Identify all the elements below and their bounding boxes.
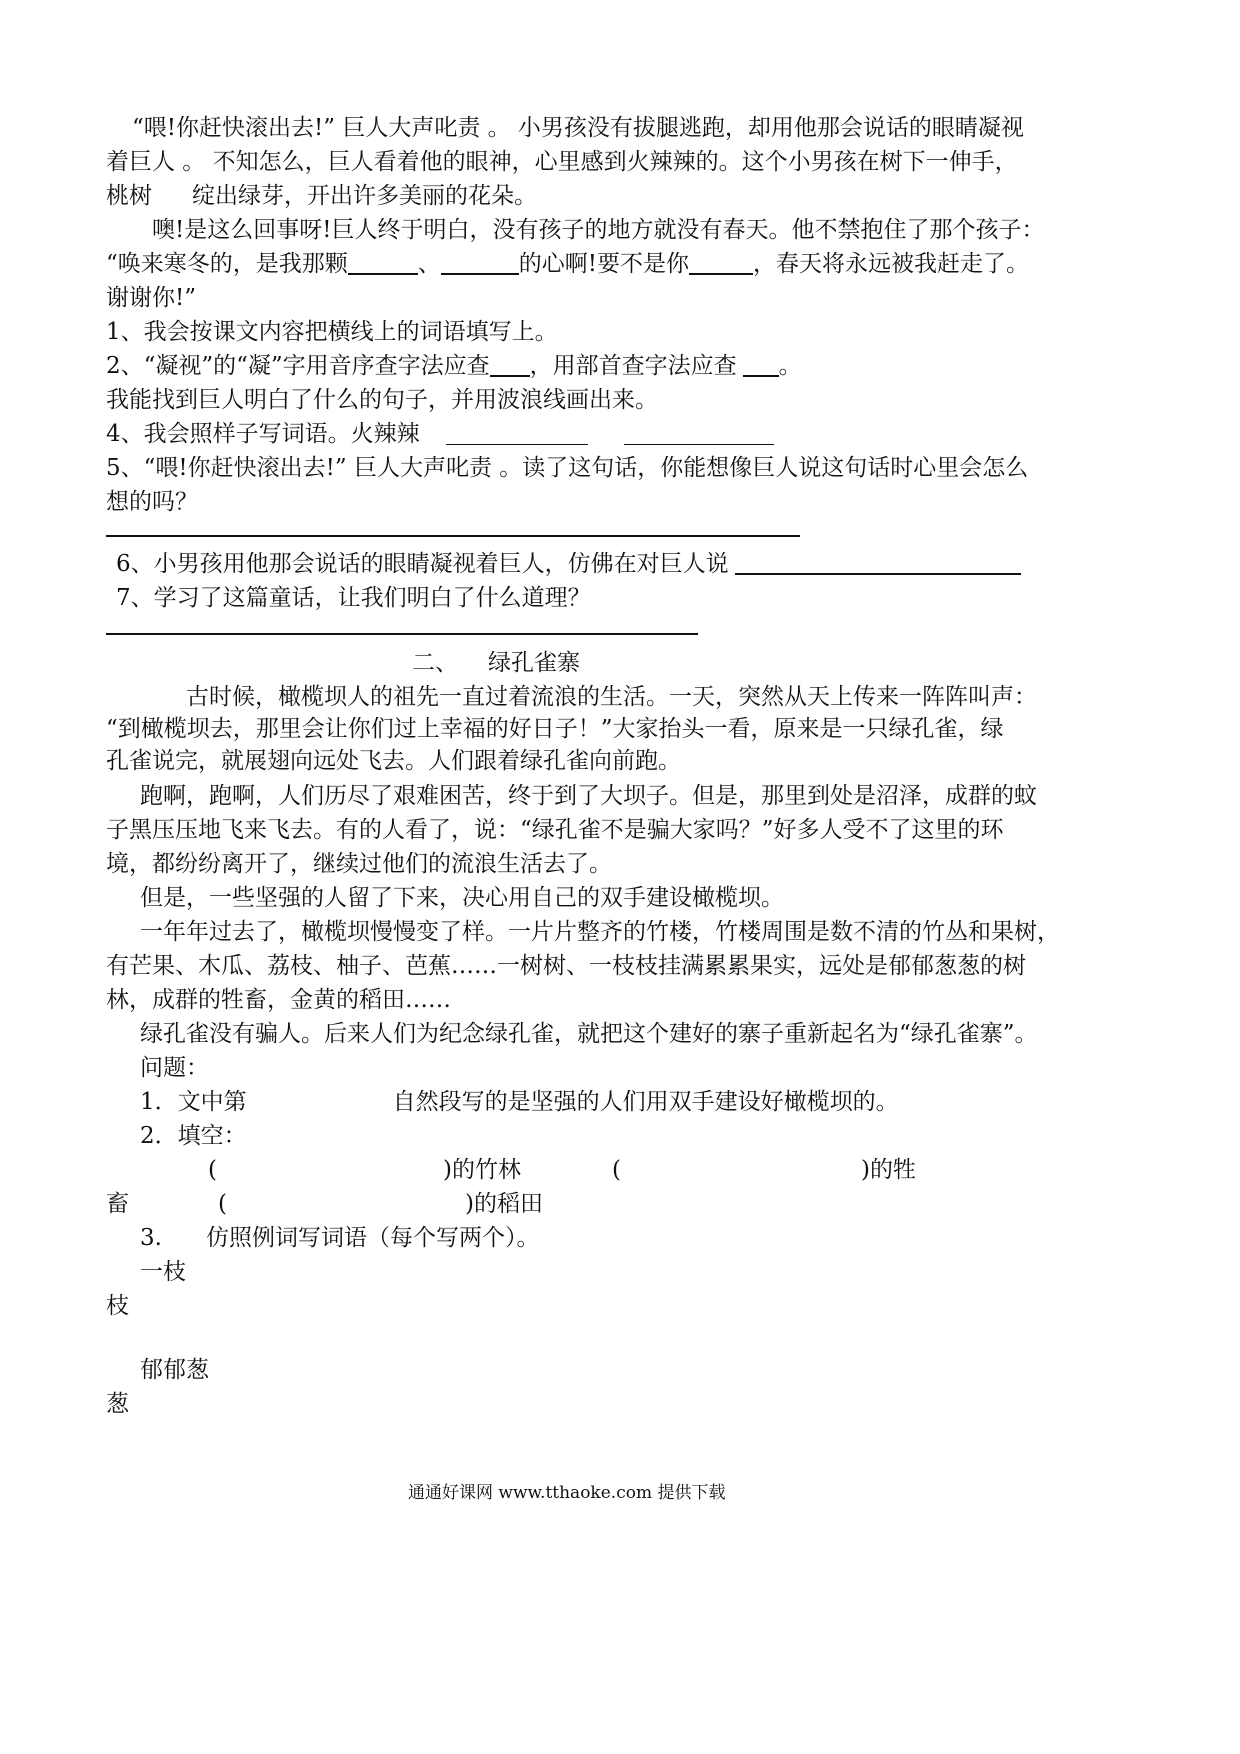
- fill-blank-1[interactable]: [348, 251, 418, 275]
- story-question-3: [140, 1223, 539, 1253]
- bamboo-text: )的竹林: [442, 1157, 521, 1183]
- passage-line-5-d: ，春天将永远被我赶走了。: [753, 251, 1030, 277]
- passage-line-2: 着巨人 。 不知怎么，巨人看着他的眼神，心里感到火辣辣的。这个小男孩在树下一伸手，: [106, 149, 1018, 175]
- story-question-3-num: 3.: [140, 1225, 162, 1251]
- question-4-text: 4、我会照样子写词语。火辣辣: [106, 421, 420, 447]
- fill-bamboo: [208, 1155, 521, 1185]
- question-5-line-2: 想的吗？: [106, 489, 198, 515]
- story-para-1-line-3: 孔雀说完，就展翅向远处飞去。人们跟着绿孔雀向前跑。: [106, 748, 681, 774]
- story-question-2: 2．填空：: [140, 1123, 247, 1149]
- story-para-4-line-3: 林，成群的牲畜，金黄的稻田……: [106, 987, 451, 1013]
- story-question-1-b: 自然段写的是坚强的人们用双手建设好橄榄坝的。: [392, 1089, 899, 1115]
- question-6-text: 6、小男孩用他那会说话的眼睛凝视着巨人，仿佛在对巨人说: [116, 551, 729, 577]
- answer-line-word-2[interactable]: [624, 422, 774, 445]
- paren-open-2: (: [612, 1157, 621, 1183]
- story-para-1-line-2: “到橄榄坝去，那里会让你们过上幸福的好日子！”大家抬头一看，原来是一只绿孔雀，绿: [106, 716, 1004, 742]
- story-question-1-a: 1．文中第: [140, 1089, 247, 1115]
- example-word-2: 郁郁葱: [140, 1357, 209, 1383]
- livestock-text: )的牲: [860, 1157, 916, 1183]
- example-word-1-wrap: 枝: [106, 1293, 129, 1319]
- questions-label: 问题：: [140, 1055, 209, 1081]
- rice-text: )的稻田: [464, 1191, 543, 1217]
- story-para-3: 但是，一些坚强的人留了下来，决心用自己的双手建设橄榄坝。: [140, 885, 784, 911]
- answer-line-q6[interactable]: [735, 551, 1021, 575]
- passage-line-6: 谢谢你!”: [106, 285, 197, 311]
- section-number: 二、: [412, 650, 458, 676]
- paren-open-1: (: [208, 1157, 217, 1183]
- question-7: 7、学习了这篇童话，让我们明白了什么道理？: [116, 585, 591, 611]
- fill-livestock-wrap: 畜: [106, 1191, 129, 1217]
- question-2-a: 2、“凝视”的“凝”字用音序查字法应查: [106, 353, 490, 379]
- passage-line-3-start: 桃树: [106, 183, 152, 209]
- fill-rice: [218, 1189, 543, 1219]
- passage-line-3: [106, 181, 537, 211]
- page-footer: 通通好课网 www.tthaoke.com 提供下载: [408, 1483, 726, 1503]
- fill-livestock: [612, 1155, 916, 1185]
- story-para-2-line-3: 境，都纷纷离开了，继续过他们的流浪生活去了。: [106, 851, 612, 877]
- answer-line-q7[interactable]: [106, 633, 698, 635]
- example-word-1: 一枝: [140, 1259, 186, 1285]
- fill-blank-3[interactable]: [689, 251, 753, 275]
- passage-line-5-b: 、: [417, 251, 441, 277]
- story-para-1: 古时候，橄榄坝人的祖先一直过着流浪的生活。一天，突然从天上传来一阵阵叫声：: [186, 684, 1037, 710]
- question-2: [106, 351, 802, 381]
- question-4: [106, 419, 774, 449]
- answer-line-word-1[interactable]: [446, 422, 588, 445]
- question-2-c: 。: [778, 353, 802, 379]
- question-2-b: ，用部首查字法应查: [529, 353, 737, 379]
- passage-line-5-a: “唤来寒冬的，是我那颗: [106, 251, 348, 277]
- story-para-2-line-2: 子黑压压地飞来飞去。有的人看了，说：“绿孔雀不是骗大家吗？”好多人受不了这里的环: [106, 817, 1004, 843]
- section-heading: [412, 648, 580, 678]
- paren-open-3: (: [218, 1191, 227, 1217]
- story-question-1: [140, 1087, 899, 1117]
- passage-line-4: 噢!是这么回事呀!巨人终于明白，没有孩子的地方就没有春天。他不禁抱住了那个孩子：: [152, 217, 1045, 243]
- story-para-4-line-2: 有芒果、木瓜、荔枝、柚子、芭蕉……一树树、一枝枝挂满累累果实，远处是郁郁葱葱的树: [106, 953, 1026, 979]
- story-para-5: 绿孔雀没有骗人。后来人们为纪念绿孔雀，就把这个建好的寨子重新起名为“绿孔雀寨”。: [140, 1021, 1038, 1047]
- fill-blank-radical[interactable]: [743, 353, 779, 377]
- example-word-2-wrap: 葱: [106, 1391, 129, 1417]
- fill-blank-letter[interactable]: [490, 353, 530, 377]
- question-6: [116, 549, 1021, 579]
- passage-line-5: [106, 249, 1029, 279]
- passage-line-5-c: 的心啊!要不是你: [518, 251, 690, 277]
- answer-line-q5[interactable]: [106, 535, 800, 537]
- passage-line-1: “喂!你赶快滚出去!” 巨人大声叱责 。 小男孩没有拔腿逃跑，却用他那会说话的眼睛凝视: [132, 115, 1024, 141]
- question-1: 1、我会按课文内容把横线上的词语填写上。: [106, 319, 558, 345]
- passage-line-3-end: 绽出绿芽，开出许多美丽的花朵。: [192, 183, 537, 209]
- question-3: 我能找到巨人明白了什么的句子，并用波浪线画出来。: [106, 387, 658, 413]
- story-para-4: 一年年过去了，橄榄坝慢慢变了样。一片片整齐的竹楼，竹楼周围是数不清的竹丛和果树，: [140, 919, 1060, 945]
- section-title: 绿孔雀寨: [488, 650, 580, 676]
- question-5-line-1: 5、“喂!你赶快滚出去!” 巨人大声叱责 。读了这句话，你能想像巨人说这句话时心里会怎么: [106, 455, 1029, 481]
- story-para-2: 跑啊，跑啊，人们历尽了艰难困苦，终于到了大坝子。但是，那里到处是沼泽，成群的蚊: [140, 783, 1037, 809]
- fill-blank-2[interactable]: [441, 251, 519, 275]
- story-question-3-text: 仿照例词写词语（每个写两个）。: [205, 1225, 540, 1251]
